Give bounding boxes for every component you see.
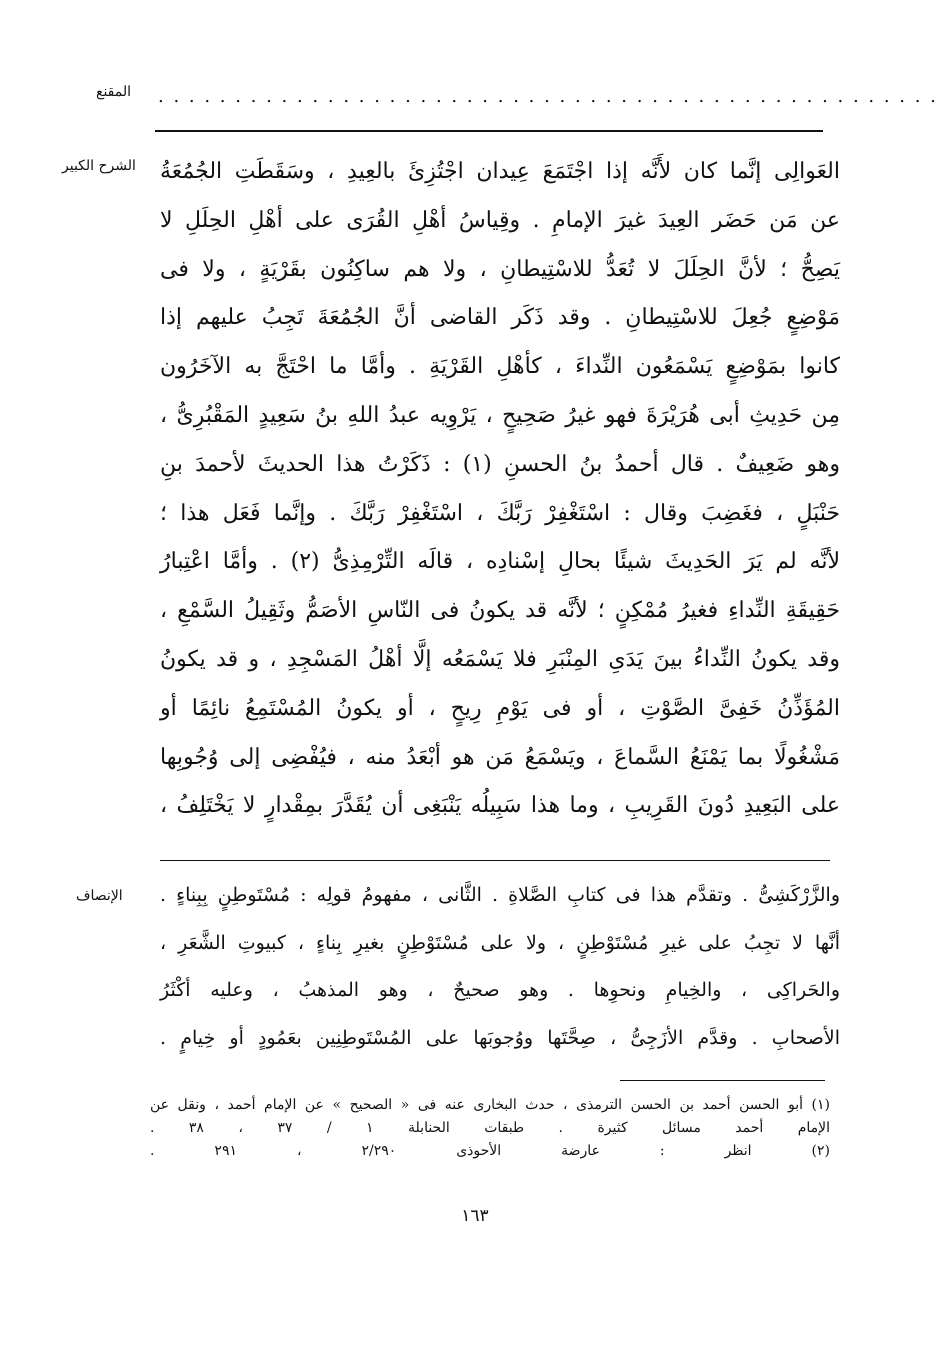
footnote-line: (١) أبو الحسن أحمد بن الحسن الترمذى ، حدث البخارى عنه فى « الصحيح » عن الإمام أحمد ، ونقل عن (150, 1097, 830, 1113)
text-line: حَنْبَلٍ ، فغَضِبَ وقال : اسْتَغْفِرْ رَبَّكَ ، اسْتَغْفِرْ رَبَّكَ . وإنَّما فَعَل هذا ؛ (160, 500, 840, 526)
text-line: عن مَن حَضَر العِيدَ غيرَ الإمامِ . وقِياسُ أهْلِ القُرَى على أهْلِ الحِلَلِ لا (160, 207, 840, 233)
section-divider (160, 860, 830, 861)
text-line: على البَعِيدِ دُونَ القَرِيبِ ، وما هذا سَبِيلُه يَنْبَغِى أن يُقَدَّرَ بمِقْدارٍ لا يَخْتَلِفُ ، (160, 793, 840, 819)
text-line: الأصحابِ . وقدَّم الأزَجِىُّ ، صِحَّتَها ووُجوبَها على المُسْتَوطِنِين بعَمُودٍ أو خِيامٍ . (160, 1026, 840, 1049)
footnote-rule (620, 1080, 825, 1081)
main-text-block (160, 148, 840, 831)
insaf-text-block (160, 872, 840, 1062)
text-line: والحَراكِى ، والخِيامِ ونحوِها . وهو صحيحٌ ، وهو المذهبُ ، وعليه أكْثَرُ (160, 979, 840, 1001)
side-label-insaf: الإنصاف (76, 888, 123, 904)
text-line: لأنَّه لم يَرَ الحَدِيثَ شيئًا بحالِ إسْنادِه ، قالَه التِّرْمِذِىُّ (٢) . وأمَّا اعْتِبارُ (160, 549, 841, 575)
text-line: حَقِيقَةِ النِّداءِ فغيرُ مُمْكِنٍ ؛ لأنَّه قد يكونُ فى النّاسِ الأصَمُّ وثَقِيلُ السَّمْعِ ، (160, 598, 840, 624)
text-line: العَوالِى إنَّما كان لأَنَّه إذا اجْتَمَعَ عِيدان اجْتُزِئَ بالعِيدِ ، وسَقَطَتِ الجُمُعَةُ (160, 159, 840, 184)
header-book-title: المقنع (96, 84, 132, 100)
text-line: مَوْضِعٍ جُعِلَ للاسْتِيطانِ . وقد ذَكَر القاضى أنَّ الجُمُعَةَ تَجِبُ عليهم إذا (160, 305, 840, 331)
text-line: وقد يكونُ النِّداءُ بينَ يَدَىِ المِنْبَرِ فلا يَسْمَعُه إلَّا أهْلُ المَسْجِدِ ، و قد يكونُ (160, 646, 840, 672)
text-line: وهو ضَعِيفٌ . قال أحمدُ بنُ الحسنِ (١) : ذَكَرْتُ هذا الحديثَ لأحمدَ بنِ (160, 451, 840, 477)
text-line: المُؤَذِّنُ خَفِىَّ الصَّوْتِ ، أو فى يَوْمِ رِيحٍ ، أو يكونُ المُسْتَمِعُ نائِمًا أو (160, 695, 840, 721)
footnote-line: (٢) انظر : عارضة الأحوذى ٢/٢٩٠ ، ٢٩١ . (150, 1143, 830, 1159)
text-line: مَشْغُولًا بما يَمْنَعُ السَّماعَ ، ويَسْمَعُ مَن هو أبْعَدُ منه ، فيُفْضِى إلى وُجُوبِها (160, 744, 840, 770)
footnotes-block (150, 1094, 830, 1163)
header-rule (155, 130, 823, 132)
page-number: ١٦٣ (461, 1206, 489, 1226)
text-line: يَصِحُّ ؛ لأنَّ الحِلَلَ لا تُعَدُّ للاسْتِيطانِ ، ولا هم ساكِنُون بقَرْيَةٍ ، ولا فى (160, 256, 840, 282)
side-label-sharh: الشرح الكبير (62, 158, 136, 174)
header-dotted-leader: . . . . . . . . . . . . . . . . . . . . . . . . . . . . . . . . . . . . . . . . . . . . . . . . . . . (158, 86, 938, 107)
text-line: كانوا بمَوْضِعٍ يَسْمَعُون النِّداءَ ، كأهْلِ القَرْيَةِ . وأمَّا ما احْتَجَّ به الآخَرُون (160, 354, 840, 380)
footnote-line: الإمام أحمد مسائل كثيرة . طبقات الحنابلة ١ / ٣٧ ، ٣٨ . (150, 1120, 831, 1136)
text-line: والزَّرْكَشِىُّ . وتقدَّم هذا فى كتابِ الصَّلاةِ . الثَّانى ، مفهومُ قولِه : مُسْتَوطِنٍ بِبِناءٍ . (160, 884, 840, 906)
text-line: أنَّها لا تجِبُ على غيرِ مُسْتَوْطِنٍ ، ولا على مُسْتَوْطِنٍ بغيرِ بِناءٍ ، كبيوتِ الشَّعَرِ ، (160, 931, 840, 954)
text-line: مِن حَدِيثِ أبى هُرَيْرَةَ فهو غيرُ صَحِيحٍ ، يَرْوِيه عبدُ اللهِ بنُ سَعِيدٍ المَقْبُرِىُّ ، (160, 402, 840, 428)
